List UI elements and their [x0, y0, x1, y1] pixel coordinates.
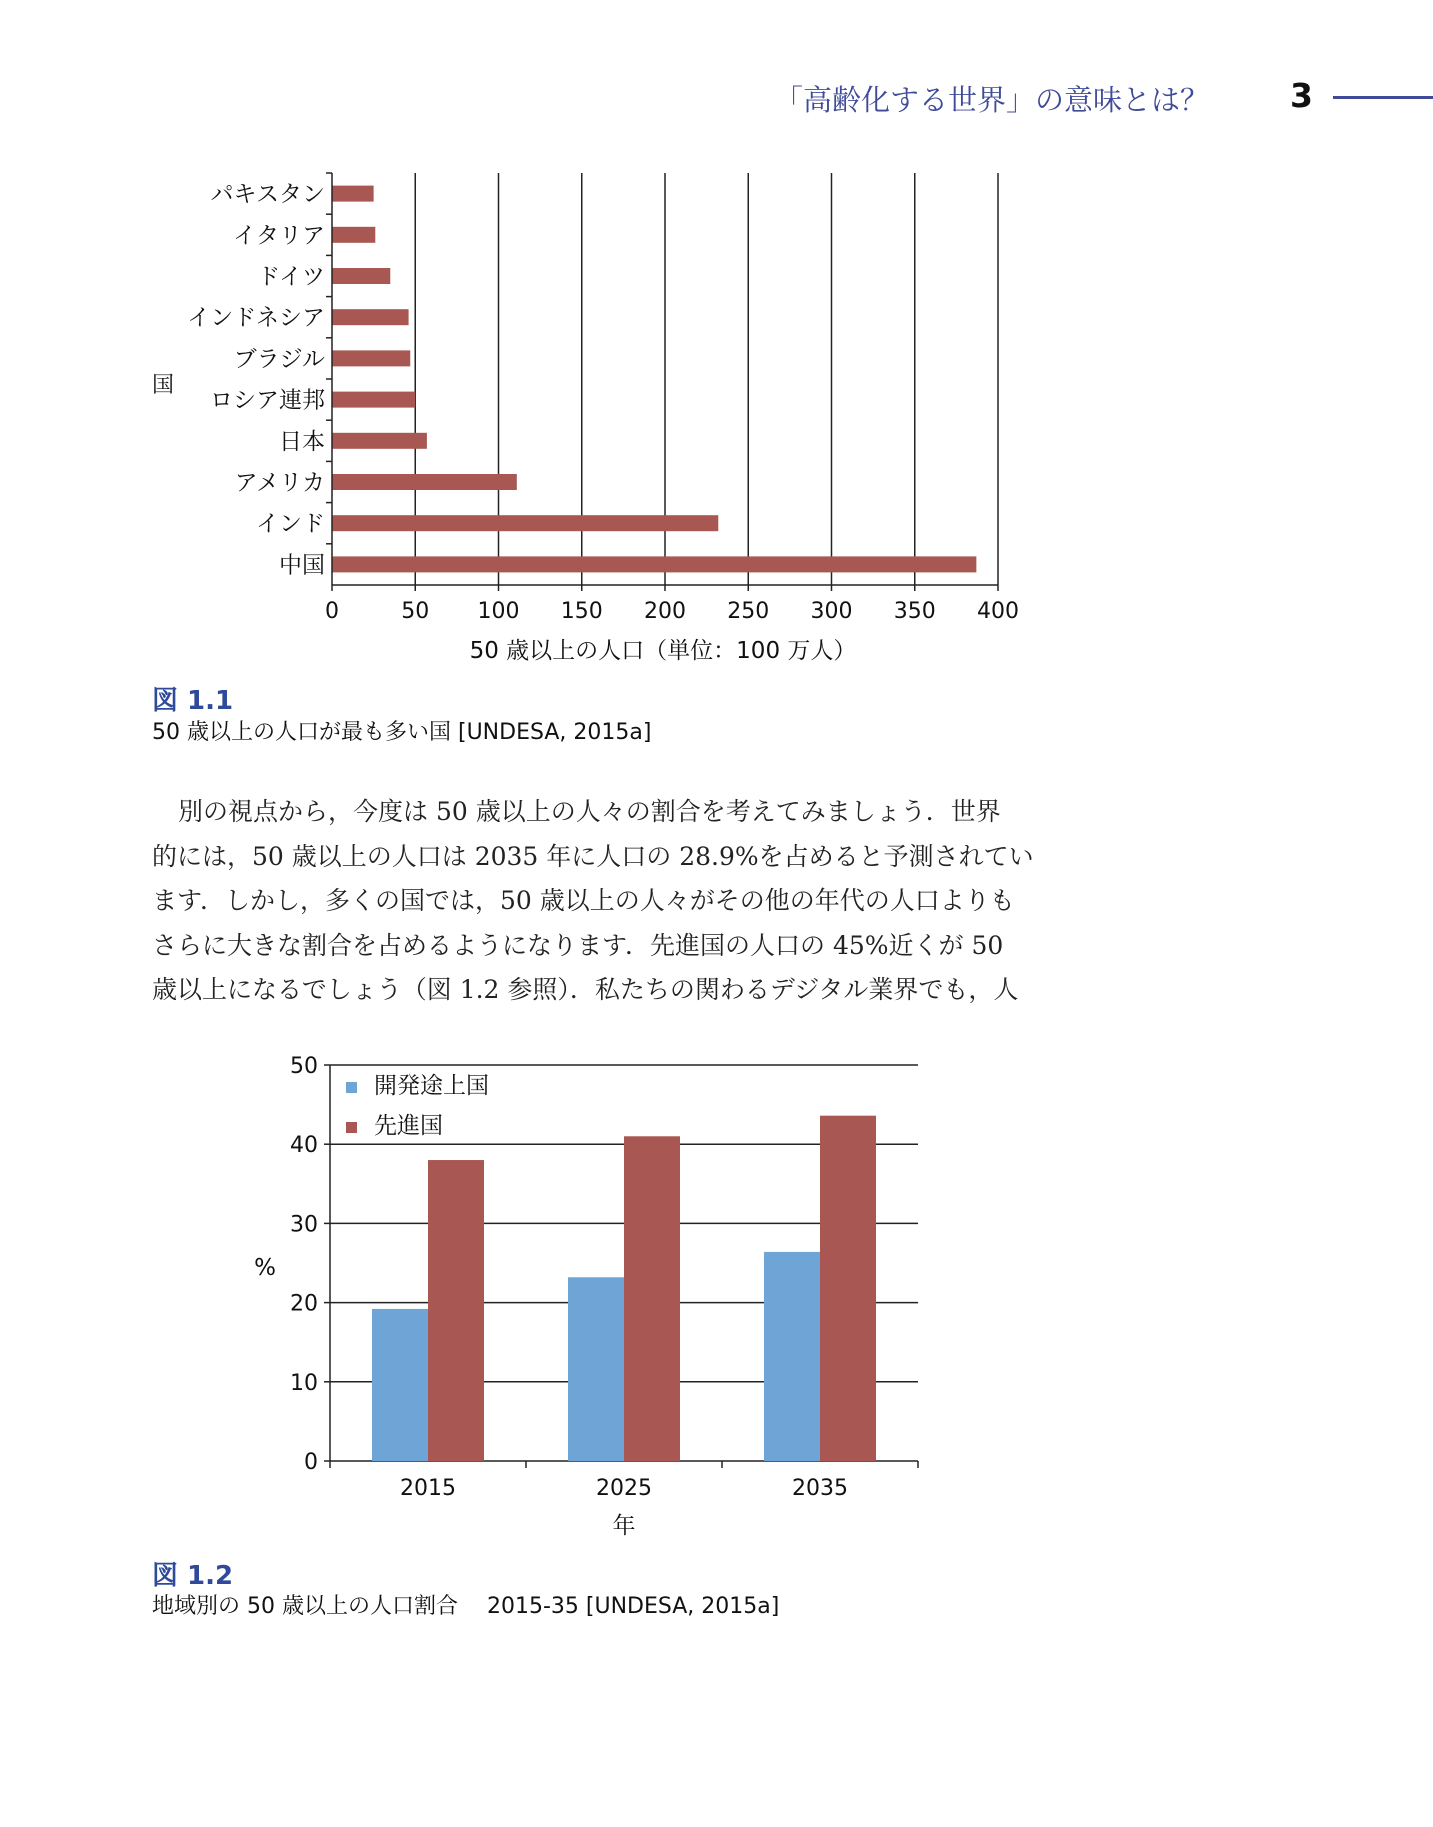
legend [346, 1073, 489, 1139]
y-tick-label: 30 [290, 1212, 318, 1238]
bar [820, 1116, 876, 1461]
bar [332, 392, 415, 408]
body-line: さらに大きな割合を占めるようになります．先進国の人口の 45%近くが 50 [152, 930, 1004, 960]
figure-1-2-chart [0, 1030, 1433, 1550]
x-tick-label: 100 [477, 599, 520, 624]
bar [428, 1160, 484, 1461]
y-tick-label: 50 [290, 1054, 318, 1079]
x-tick-label: 200 [644, 599, 686, 624]
running-header-title: 「高齢化する世界」の意味とは？ [773, 83, 1209, 117]
bar [332, 227, 375, 243]
y-tick-label: 0 [304, 1450, 318, 1475]
category-label: アメリカ [234, 470, 325, 496]
legend-label: 先進国 [374, 1113, 443, 1139]
category-label: インドネシア [187, 305, 325, 332]
x-tick-label: 300 [810, 599, 853, 624]
figure-1-2-caption: 地域別の 50 歳以上の人口割合 2015-35 [UNDESA, 2015a] [152, 1594, 780, 1619]
bars [332, 186, 976, 573]
body-line: 別の視点から，今度は 50 歳以上の人々の割合を考えてみましょう．世界 [178, 797, 1001, 826]
legend-label: 開発途上国 [374, 1073, 489, 1099]
y-axis-label: 国 [151, 373, 175, 398]
figure-1-2-label: 図 1.2 [152, 1561, 234, 1591]
y-axis-label: % [254, 1255, 276, 1281]
figure-1-1-caption: 50 歳以上の人口が最も多い国 [UNDESA, 2015a] [152, 720, 652, 745]
x-tick-label: 2025 [596, 1476, 652, 1501]
bar [332, 556, 976, 572]
bar [372, 1309, 428, 1461]
category-label: インド [256, 511, 325, 538]
body-line: 的には，50 歳以上の人口は 2035 年に人口の 28.9%を占めると予測されてい [152, 841, 1034, 871]
x-tick-label: 400 [977, 599, 1019, 624]
bars [372, 1116, 876, 1461]
bar [624, 1136, 680, 1461]
x-tick-labels [325, 599, 1019, 624]
category-label: パキスタン [210, 181, 325, 208]
bar [332, 515, 718, 531]
x-tick-label: 350 [893, 599, 936, 624]
x-tick-label: 0 [325, 599, 339, 624]
x-tick-label: 50 [401, 599, 430, 624]
category-label: ブラジル [233, 346, 325, 373]
bar [332, 309, 409, 325]
y-tick-label: 40 [290, 1133, 318, 1159]
bar [764, 1252, 820, 1461]
x-tick-labels [400, 1476, 848, 1501]
category-labels [187, 182, 325, 579]
category-label: 中国 [279, 552, 325, 579]
y-tick-label: 20 [290, 1291, 318, 1317]
bar [332, 433, 427, 449]
x-axis-label: 50 歳以上の人口（単位：100 万人） [469, 638, 857, 664]
category-label: ロシア連邦 [210, 387, 325, 414]
legend-swatch [346, 1122, 357, 1133]
x-tick-label: 2035 [792, 1476, 848, 1501]
bar [332, 268, 390, 284]
y-tick-label: 10 [290, 1370, 318, 1396]
bar [332, 350, 410, 366]
x-tick-label: 2015 [400, 1476, 456, 1501]
x-axis-label: 年 [612, 1513, 636, 1539]
y-tick-labels [290, 1054, 318, 1475]
legend-swatch [346, 1082, 357, 1093]
x-tick-label: 250 [727, 599, 770, 624]
bar [568, 1277, 624, 1461]
body-line: ます．しかし，多くの国では，50 歳以上の人々がその他の年代の人口よりも [152, 886, 1015, 915]
body-paragraph [152, 790, 1034, 1013]
x-tick-label: 150 [560, 599, 603, 624]
category-label: 日本 [279, 428, 325, 455]
page-number: 3 [1290, 76, 1313, 115]
bar [332, 186, 374, 202]
body-line: 歳以上になるでしょう（図 1.2 参照）．私たちの関わるデジタル業界でも，人 [152, 975, 1019, 1004]
bar [332, 474, 517, 490]
figure-1-1-chart [0, 0, 1433, 720]
category-label: ドイツ [257, 264, 325, 290]
category-label: イタリア [233, 222, 325, 249]
figure-1-1-label: 図 1.1 [152, 686, 234, 716]
